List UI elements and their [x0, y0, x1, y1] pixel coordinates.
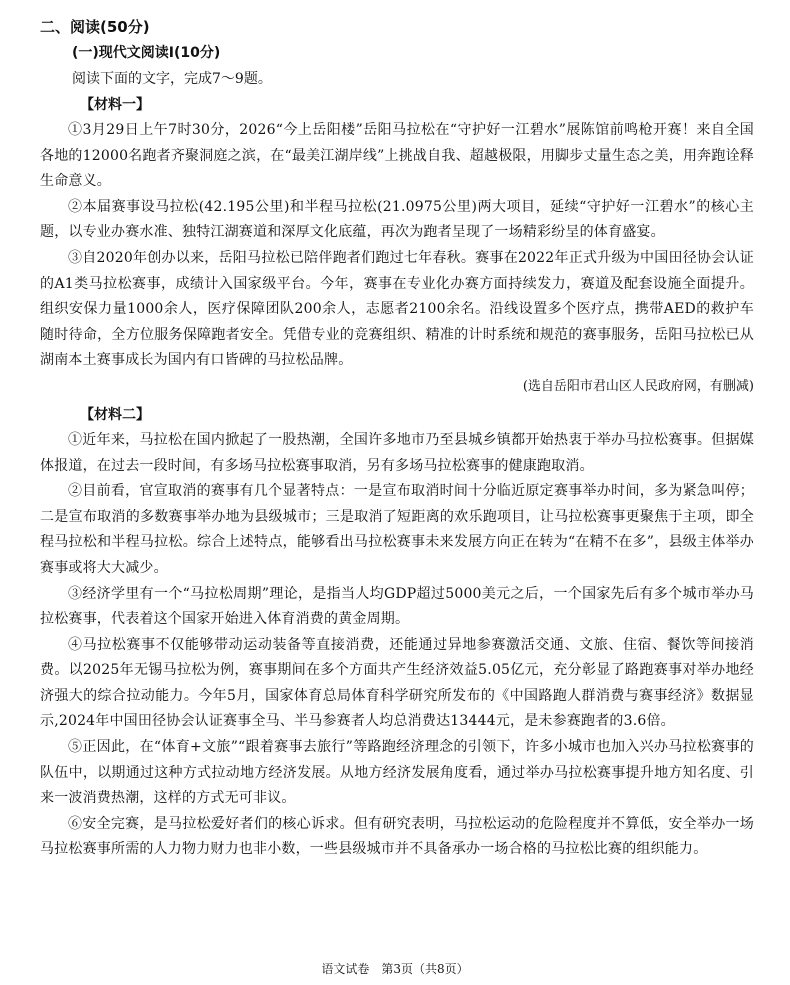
material-one-paragraph: ③自2020年创办以来，岳阳马拉松已陪伴跑者们跑过七年春秋。赛事在2022年正式升级为中国田径协会认证的A1类马拉松赛事，成绩计入国家级平台。今年，赛事在专业化办赛方面持续发力，赛道及配套设施全面提升。组织安保力量1000余人，医疗保障团队200余人，志愿者2100余名。沿线设置多个医疗点，携带AED的救护车随时待命，全方位服务保障跑者安全。凭借专业的竞赛组织、精准的计时系统和规范的赛事服务，岳阳马拉松已从湖南本土赛事成长为国内有口皆碑的马拉松品牌。: [40, 249, 754, 369]
material-one-source: (选自岳阳市君山区人民政府网，有删减): [522, 378, 754, 394]
material-two-paragraph: ④马拉松赛事不仅能够带动运动装备等直接消费，还能通过异地参赛激活交通、文旅、住宿、餐饮等间接消费。以2025年无锡马拉松为例，赛事期间在多个方面共产生经济效益5.05亿元，充分彰显了路跑赛事对举办地经济强大的综合拉动能力。今年5月，国家体育总局体育科学研究所发布的《中国路跑人群消费与赛事经济》数据显示,2024年中国田径协会认证赛事全马、半马参赛者人均总消费达13444元，是未参赛跑者的3.6倍。: [40, 636, 754, 730]
page-footer: 语文试卷 第3页（共8页）: [321, 962, 469, 976]
subsection-title: (一)现代文阅读Ⅰ(10分): [72, 45, 221, 61]
material-two-label: 【材料二】: [80, 406, 150, 423]
material-two-paragraph: ③经济学里有一个“马拉松周期”理论，是指当人均GDP超过5000美元之后，一个国家先后有多个城市举办马拉松赛事，代表着这个国家开始进入体育消费的黄金周期。: [40, 585, 755, 628]
material-two-paragraph: ⑤正因此，在“体育+文旅”“跟着赛事去旅行”等路跑经济理念的引领下，许多小城市也加入兴办马拉松赛事的队伍中，以期通过这种方式拉动地方经济发展。从地方经济发展角度看，通过举办马拉松赛事提升地方知名度、引来一波消费热潮，这样的方式无可非议。: [40, 739, 754, 807]
section-title: 二、阅读(50分): [40, 18, 150, 36]
material-two-paragraph: ⑥安全完赛，是马拉松爱好者们的核心诉求。但有研究表明，马拉松运动的危险程度并不算低，安全举办一场马拉松赛事所需的人力物力财力也非小数，一些县级城市并不具备承办一场合格的马拉松比赛的组织能力。: [40, 815, 754, 858]
material-two-paragraph: ②目前看，官宣取消的赛事有几个显著特点：一是宣布取消时间十分临近原定赛事举办时间，多为紧急叫停；二是宣布取消的多数赛事举办地为县级城市；三是取消了短距离的欢乐跑项目，让马拉松赛事更聚焦于主项，即全程马拉松和半程马拉松。综合上述特点，能够看出马拉松赛事未来发展方向正在转为“在精不在多”，县级主体举办赛事或将大大减少。: [40, 483, 754, 576]
material-one-paragraph: ②本届赛事设马拉松(42.195公里)和半程马拉松(21.0975公里)两大项目，延续“守护好一江碧水”的核心主题，以专业办赛水准、独特江湖赛道和深厚文化底蕴，再次为跑者呈现了一场精彩纷呈的体育盛宴。: [40, 198, 754, 241]
material-one-label: 【材料一】: [80, 97, 150, 113]
material-one-paragraph: ①3月29日上午7时30分，2026“今上岳阳楼”岳阳马拉松在“守护好一江碧水”展陈馆前鸣枪开赛！来自全国各地的12000名跑者齐聚洞庭之滨，在“最美江湖岸线”上挑战自我、超越极限，用脚步丈量生态之美，用奔跑诠释生命意义。: [40, 122, 754, 190]
instructions: 阅读下面的文字，完成7～9题。: [72, 71, 272, 87]
material-two-paragraph: ①近年来，马拉松在国内掀起了一股热潮，全国许多地市乃至县城乡镇都开始热衷于举办马拉松赛事。但据媒体报道，在过去一段时间，有多场马拉松赛事取消，另有多场马拉松赛事的健康跑取消。: [40, 431, 754, 474]
